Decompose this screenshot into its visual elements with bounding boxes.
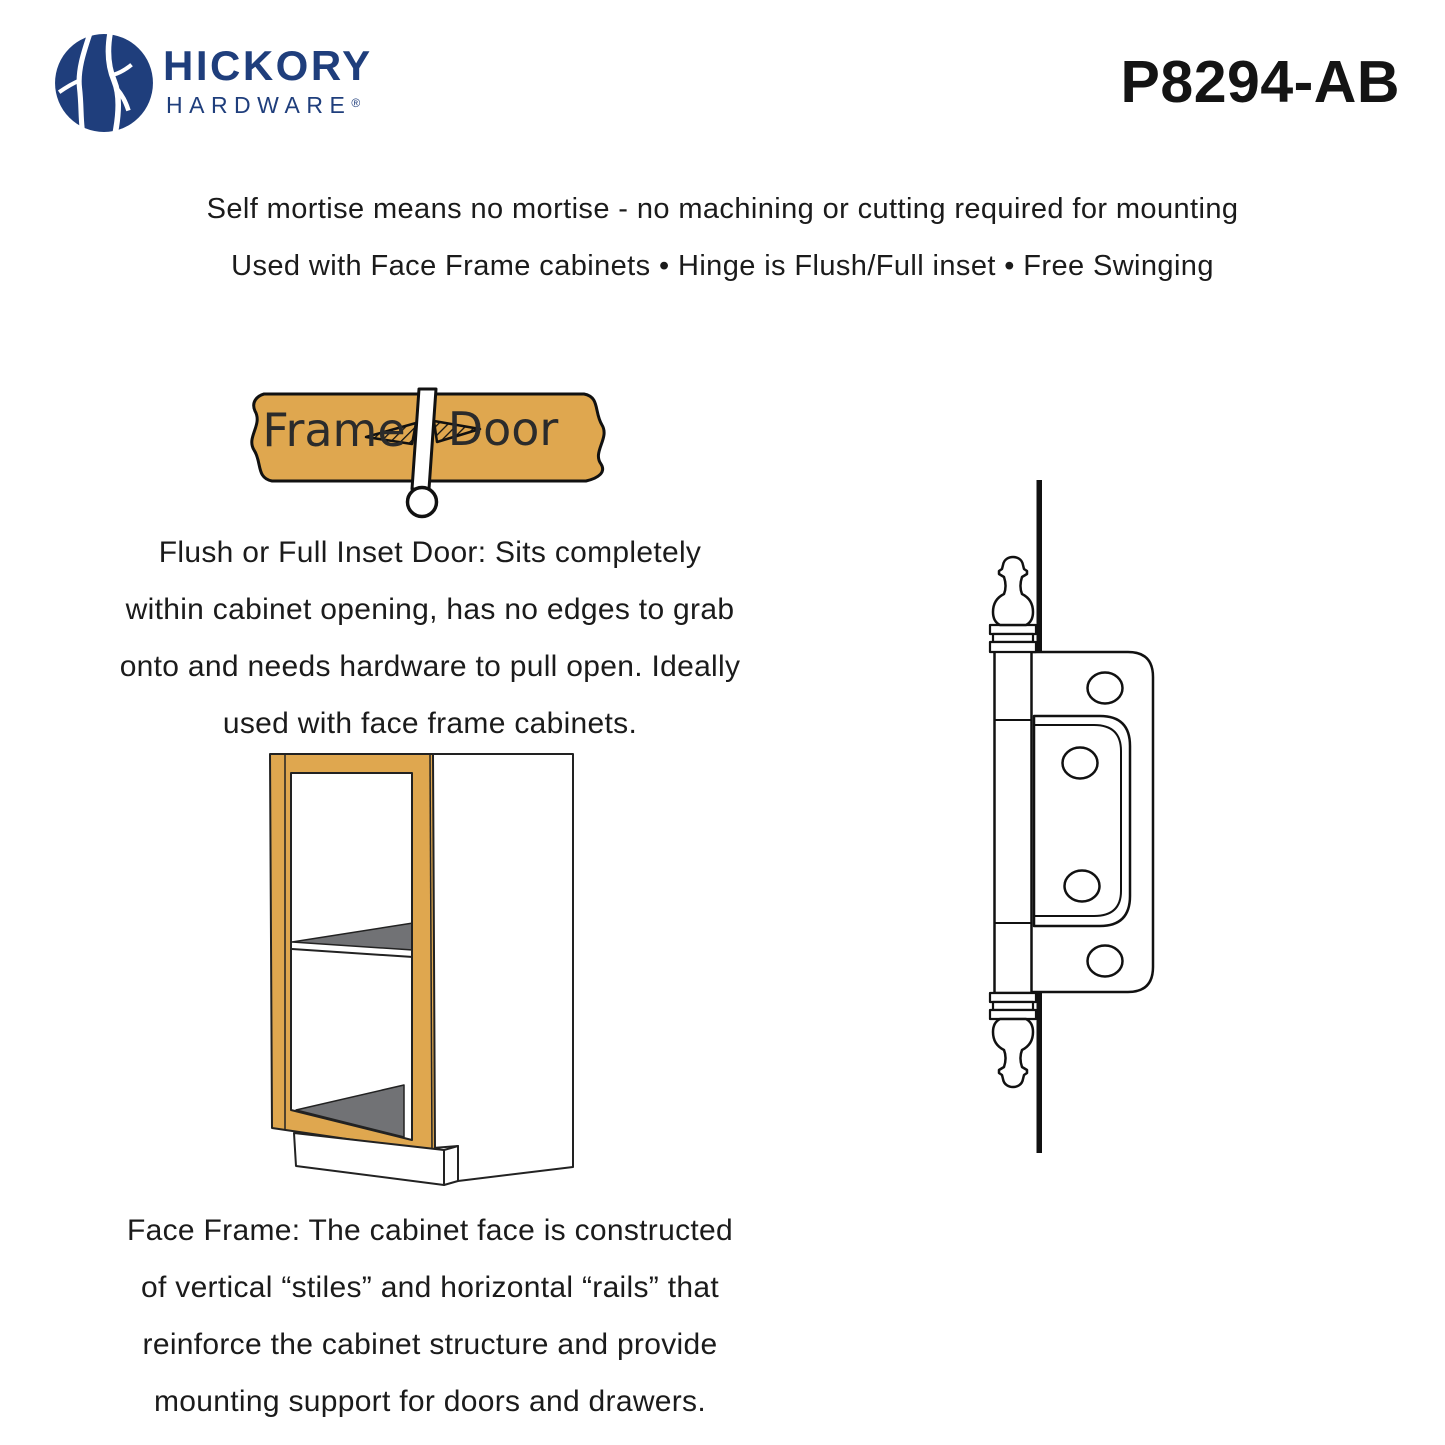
frame-door-cross-section-diagram: [238, 383, 618, 523]
screw-hole: [1088, 673, 1123, 704]
intro-line-1: Self mortise means no mortise - no machining or cutting required for mounting: [206, 193, 1239, 225]
logo-circle: [55, 34, 153, 132]
screw-hole: [1088, 946, 1123, 977]
middle-shelf-front-edge: [292, 949, 413, 957]
flush-inset-paragraph: [35, 524, 825, 752]
paragraph-line: within cabinet opening, has no edges to grab: [125, 593, 735, 626]
paragraph-line: onto and needs hardware to pull open. Ideally: [119, 650, 741, 683]
brand-subname-text: HARDWARE: [166, 92, 352, 118]
hinge-barrel: [995, 651, 1032, 993]
brand-subname: [166, 92, 360, 119]
bottom-collar-rings: [990, 993, 1036, 1019]
hickory-logo-icon: [53, 32, 155, 134]
cabinet-side-panel: [433, 754, 573, 1181]
brand-name: HICKORY: [163, 42, 373, 89]
paragraph-line: Face Frame: The cabinet face is constructed: [127, 1214, 733, 1247]
face-frame-paragraph: [35, 1202, 825, 1430]
hinge-knuckle-circle: [408, 488, 437, 517]
screw-hole: [1065, 871, 1100, 902]
cabinet-line-drawing: [258, 745, 583, 1195]
paragraph-line: of vertical “stiles” and horizontal “rails” that: [141, 1271, 719, 1304]
intro-line-2: Used with Face Frame cabinets • Hinge is Flush/Full inset • Free Swinging: [231, 250, 1214, 282]
paragraph-line: mounting support for doors and drawers.: [154, 1385, 706, 1418]
registered-mark: ®: [351, 96, 361, 110]
product-code: P8294-AB: [1120, 49, 1400, 115]
cabinet-middle-shelf: [292, 923, 413, 950]
screw-hole: [1063, 748, 1098, 779]
hinge-line-drawing: [975, 468, 1170, 1163]
paragraph-line: Flush or Full Inset Door: Sits completely: [158, 536, 702, 569]
frame-label: Frame: [262, 403, 406, 457]
door-label: Door: [447, 402, 559, 456]
paragraph-line: used with face frame cabinets.: [222, 707, 638, 740]
toe-kick-side: [444, 1146, 458, 1185]
top-finial: [993, 557, 1033, 625]
bottom-finial: [993, 1019, 1033, 1087]
top-collar-rings: [990, 625, 1036, 652]
paragraph-line: reinforce the cabinet structure and provide: [142, 1328, 718, 1361]
